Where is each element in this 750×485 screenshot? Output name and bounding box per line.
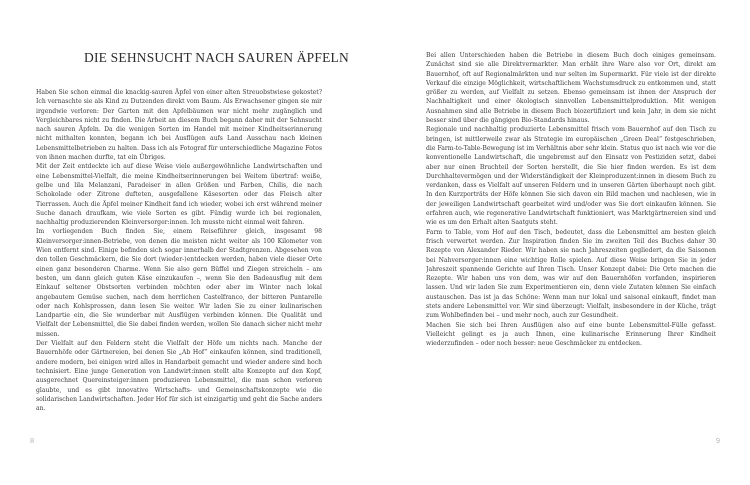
paragraph: Regionale und nachhaltig produzierte Lebensmittel frisch vom Bauernhof auf den Tisch zu bringen, ist mittlerweile zwar als Strategie im europäischen „Green Deal“ festgeschrieben, die Farm-to-Table-Bewegung ist im Verhältnis aber sehr klein. Status quo ist nach wie vor die konventionelle Landwirtschaft, die ungebremst auf den Einsatz von Pestiziden setzt, dabei aber nur einen Bruchteil der Sorten herstellt, die Sie hier finden werden. Es ist dem Durchhaltevermögen und der Widerständigkeit der Kleinproduzent:innen in diesem Buch zu verdanken, dass es Vielfalt auf unseren Feldern und in unseren Gärten überhaupt noch gibt. In den Kurzporträts der Höfe können Sie sich davon ein Bild machen und nachlesen, wie in der jeweiligen Landwirtschaft gearbeitet wird und/oder was Sie dort einkaufen können. Sie erfahren auch, wie regenerative Landwirtschaft funktioniert, was Marktgärtnereien sind und wie es um den Erhalt alten Saatguts steht. [426,126,716,227]
right-body-text [426,51,716,416]
paragraph: Im vorliegenden Buch finden Sie, einem Reiseführer gleich, insgesamt 98 Kleinversorger:innen-Betriebe, von denen die meisten nicht weiter als 100 Kilometer von Wien entfernt sind. Einige befinden sich sogar innerhalb der Stadtgrenzen. Abgesehen von den tollen Geschmäckern, die Sie dort (wieder-)entdecken werden, haben viele dieser Orte einen ganz besonderen Charme. Wenn Sie also gern Büffel und Ziegen streicheln – am besten, um dann gleich guten Käse einzukaufen –, wenn Sie den Badeausflug mit dem Einkauf seltener Obstsorten verbinden möchten oder aber im Winter nach lokal angebautem Gemüse suchen, nach dem herrlichen Castelfranco, der bitteren Puntarelle oder nach Kohlsprossen, dann lesen Sie weiter. Wir laden Sie zu einer kulinarischen Landpartie ein, die Sie wunderbar mit Ausflügen verbinden können. Die Qualität und Vielfalt der Lebensmittel, die Sie dabei finden werden, wollen Sie danach sicher nicht mehr missen. [36,228,322,338]
paragraph: Mit der Zeit entdeckte ich auf diese Weise viele außergewöhnliche Landwirtschaften und eine Lebensmittel-Vielfalt, die meine Kindheitserinnerungen bei Weitem übertraf: weiße, gelbe und lila Melanzani, Paradeiser in allen Größen und Farben, Chilis, die nach Schokolade oder Zitrone dufteten, ausgefallene Käsesorten oder das Fleisch alter Tierrassen. Auch die Äpfel meiner Kindheit fand ich wieder, wobei ich erst während meiner Suche danach draufkam, wie viele Sorten es gibt. Fündig wurde ich bei regionalen, nachhaltig produzierenden Kleinversorger:innen. Ich musste nicht einmal weit fahren. [36,163,322,227]
paragraph: Machen Sie sich bei Ihren Ausflügen also auf eine bunte Lebensmittel-Fülle gefasst. Vielleicht gelingt es ja auch Ihnen, eine kulinarische Erinnerung Ihrer Kindheit wiederzufinden – oder noch besser: neue Geschmäcker zu entdecken. [426,321,716,348]
paragraph: Der Vielfalt auf den Feldern steht die Vielfalt der Höfe um nichts nach. Manche der Bauernhöfe oder Gärtnereien, bei denen Sie „Ab Hof“ einkaufen können, sind traditionell, andere modern, bei einigen wird alles in Handarbeit gemacht und wieder andere sind hoch technisiert. Eine junge Generation von Landwirt:innen stellt alte Konzepte auf den Kopf, ausgerechnet Quereinsteiger:innen produzieren Lebensmittel, die man schon verloren glaubte, und es gibt innovative Wirtschafts- und Gemeinschaftskonzepte wie die solidarischen Landwirtschaften. Jeder Hof für sich ist einzigartig und geht die Sache anders an. [36,340,322,413]
left-body-text [36,88,322,438]
paragraph: Farm to Table, vom Hof auf den Tisch, bedeutet, dass die Lebensmittel am besten gleich frisch verwertet werden. Zur Inspiration finden Sie im zweiten Teil des Buches daher 30 Rezepte von Alexander Rieder. Wir haben sie nach Jahreszeiten gegliedert, da die Saisonen bei Nahversorger:innen eine wichtige Rolle spielen. Auf diese Weise bringen Sie in jeder Jahreszeit spannende Gerichte auf Ihren Tisch. Unser Konzept dabei: Die Orte machen die Rezepte. Wir haben uns von dem, was wir auf den Bauernhöfen vorfanden, inspirieren lassen. Und wir laden Sie zum Experimentieren ein, denn viele Zutaten können Sie einfach austauschen. Das ist ja das Schöne: Wenn man nur lokal und saisonal einkauft, findet man stets andere Lebensmittel vor. Wir sind überzeugt: Vielfalt, insbesondere in der Küche, trägt zum Wohlbefinden bei – und mehr noch, auch zur Gesundheit. [426,228,716,320]
page-number-right: 9 [715,436,720,445]
chapter-title: DIE SEHNSUCHT NACH SAUREN ÄPFELN [84,50,349,65]
right-page [375,0,750,485]
paragraph: Bei allen Unterschieden haben die Betriebe in diesem Buch doch einiges gemeinsam. Zunächst sind sie alle Direktvermarkter. Man erhält ihre Ware also vor Ort, direkt am Bauernhof, oft auf Regionalmärkten und nur selten im Supermarkt. Für viele ist der direkte Verkauf die einzige Möglichkeit, wirtschaftlichem Wachstumsdruck zu entkommen und, statt größer zu werden, auf Vielfalt zu setzen. Ebenso gemeinsam ist ihnen der Anspruch der Nachhaltigkeit und einer ökologisch sinnvollen Lebensmittelproduktion. Mit wenigen Ausnahmen sind alle Betriebe in diesem Buch biozertifiziert und kein Jahr, in dem sie nicht besser sind über die gängigen Bio-Standards hinaus. [426,52,716,125]
paragraph: Haben Sie schon einmal die knackig-sauren Äpfel von einer alten Streuobstwiese gekostet? Ich vernaschte sie als Kind zu Dutzenden direkt vom Baum. Als Erwachsener gingen sie mir irgendwie verloren: Der Garten mit den Apfelbäumen war nicht mehr zugänglich und Vergleichbares nicht zu finden. Die Arbeit an diesem Buch begann daher mit der Sehnsucht nach sauren Äpfeln. Da die wenigen Sorten im Handel mit meiner Kindheitserinnerung nicht mithalten konnten, begann ich bei Ausflügen aufs Land Ausschau nach kleinen Lebensmittelbetrieben zu halten. Dass ich als Fotograf für unterschiedliche Magazine Fotos von ihnen machen durfte, tat ein Übriges. [36,89,322,162]
page-number-left: 8 [30,436,35,445]
